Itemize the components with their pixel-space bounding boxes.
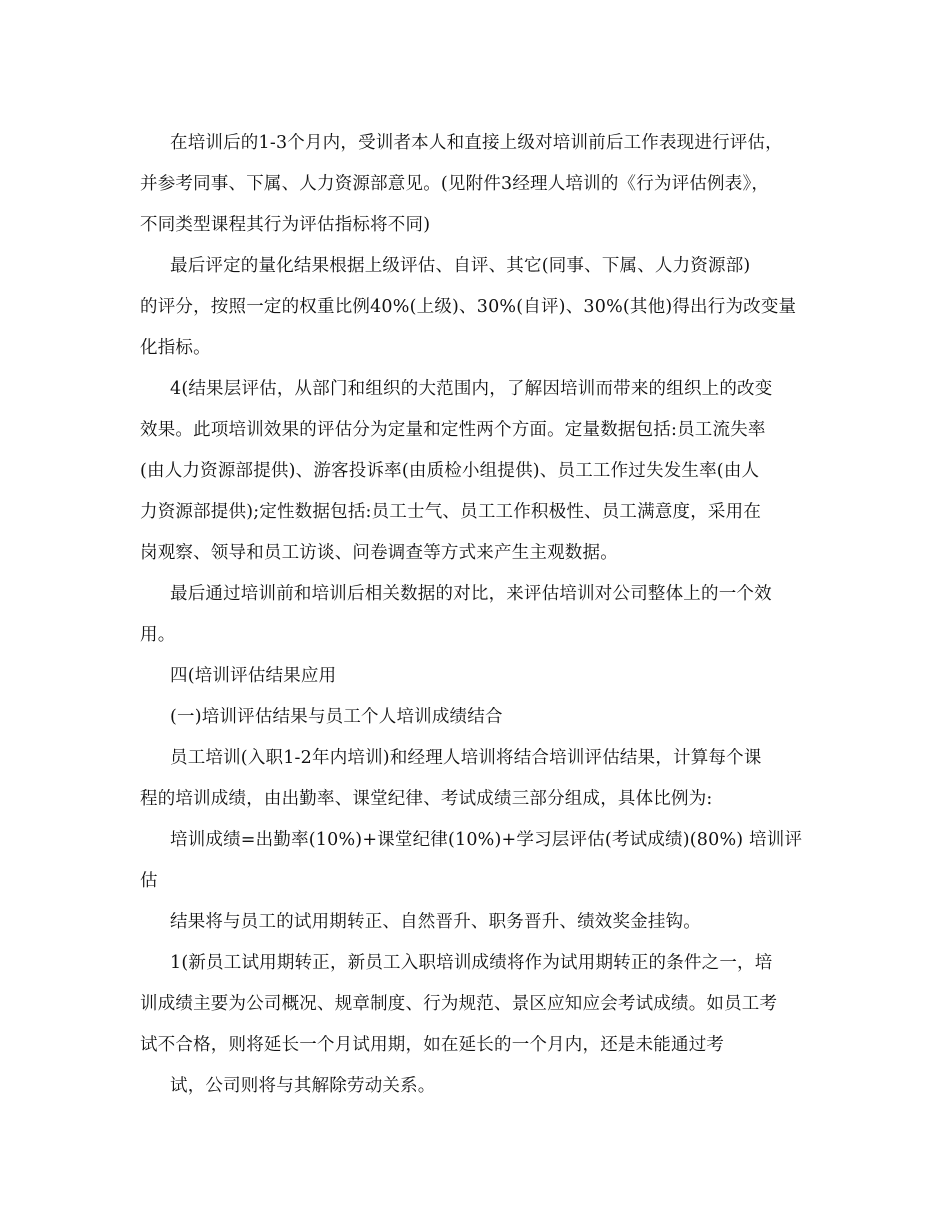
text-line: 化指标。 bbox=[140, 338, 211, 358]
text-line: 程的培训成绩，由出勤率、课堂纪律、考试成绩三部分组成，具体比例为: bbox=[140, 789, 713, 809]
text-line: 最后评定的量化结果根据上级评估、自评、其它(同事、下属、人力资源部) bbox=[170, 256, 751, 276]
text-line: 的评分，按照一定的权重比例40%(上级)、30%(自评)、30%(其他)得出行为改变量 bbox=[140, 297, 797, 317]
text-line: 训成绩主要为公司概况、规章制度、行为规范、景区应知应会考试成绩。如员工考 bbox=[140, 994, 778, 1014]
text-line: 结果将与员工的试用期转正、自然晋升、职务晋升、绩效奖金挂钩。 bbox=[170, 912, 701, 932]
text-line: 岗观察、领导和员工访谈、问卷调查等方式来产生主观数据。 bbox=[140, 543, 618, 563]
text-line: 4(结果层评估，从部门和组织的大范围内，了解因培训而带来的组织上的改变 bbox=[170, 379, 773, 399]
text-line: 试不合格，则将延长一个月试用期，如在延长的一个月内，还是未能通过考 bbox=[140, 1035, 725, 1055]
text-line: 估 bbox=[140, 871, 158, 891]
text-line: 试，公司则将与其解除劳动关系。 bbox=[170, 1076, 436, 1096]
text-line: 1(新员工试用期转正，新员工入职培训成绩将作为试用期转正的条件之一，培 bbox=[170, 953, 773, 973]
text-line: 并参考同事、下属、人力资源部意见。(见附件3经理人培训的《行为评估例表》， bbox=[140, 174, 770, 194]
text-line: 效果。此项培训效果的评估分为定量和定性两个方面。定量数据包括:员工流失率 bbox=[140, 420, 766, 440]
section-heading-text: 四(培训评估结果应用 bbox=[170, 666, 337, 686]
text-line: 最后通过培训前和培训后相关数据的对比，来评估培训对公司整体上的一个效 bbox=[170, 584, 772, 604]
text-line: 员工培训(入职1-2年内培训)和经理人培训将结合培训评估结果，计算每个课 bbox=[170, 748, 762, 768]
text-line: 力资源部提供);定性数据包括:员工士气、员工工作积极性、员工满意度，采用在 bbox=[140, 502, 762, 522]
subsection-heading-text: (一)培训评估结果与员工个人培训成绩结合 bbox=[170, 707, 503, 727]
formula-line: 培训成绩=出勤率(10%)+课堂纪律(10%)+学习层评估(考试成绩)(80%) 培训评 bbox=[170, 830, 803, 850]
text-line: 用。 bbox=[140, 625, 176, 645]
text-line: (由人力资源部提供)、游客投诉率(由质检小组提供)、员工工作过失发生率(由人 bbox=[140, 461, 760, 481]
text-line: 在培训后的1-3个月内，受训者本人和直接上级对培训前后工作表现进行评估， bbox=[170, 133, 783, 153]
text-line: 不同类型课程其行为评估指标将不同) bbox=[140, 215, 431, 235]
